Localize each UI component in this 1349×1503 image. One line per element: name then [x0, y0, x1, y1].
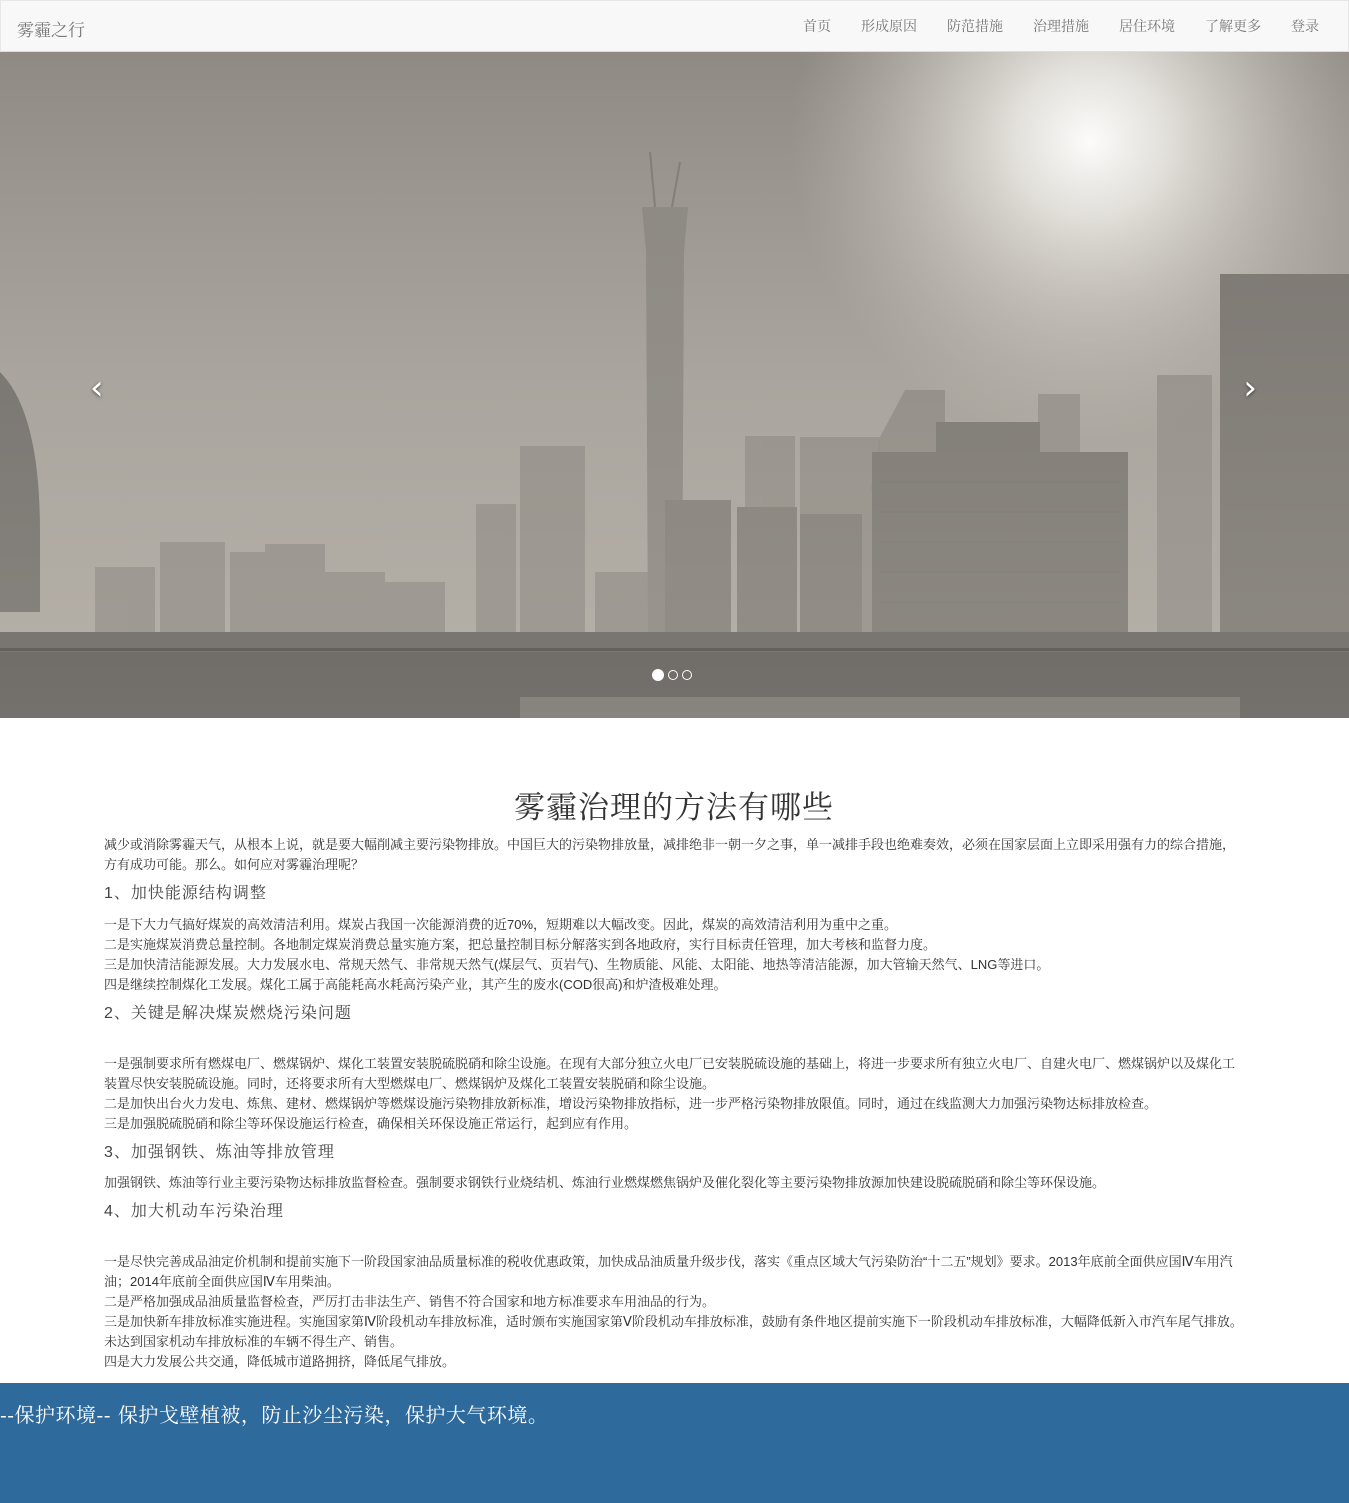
- nav-link-more[interactable]: 了解更多: [1205, 18, 1261, 34]
- section-1-line-3: 三是加快清洁能源发展。大力发展水电、常规天然气、非常规天然气(煤层气、页岩气)、生物质能、风能、太阳能、地热等清洁能源，加大管输天然气、LNG等进口。: [104, 957, 1050, 972]
- section-1-line-1: 一是下大力气搞好煤炭的高效清洁利用。煤炭占我国一次能源消费的近70%，短期难以大幅改变。因此，煤炭的高效清洁利用为重中之重。: [104, 917, 898, 932]
- section-1-line-2: 二是实施煤炭消费总量控制。各地制定煤炭消费总量实施方案，把总量控制目标分解落实到各地政府，实行目标责任管理，加大考核和监督力度。: [104, 937, 937, 952]
- section-4-line-4: 四是大力发展公共交通，降低城市道路拥挤，降低尾气排放。: [104, 1354, 456, 1369]
- nav-item-login: [1276, 1, 1334, 51]
- section-heading-4: 4、加大机动车污染治理: [104, 1203, 284, 1220]
- brand-link[interactable]: 雾霾之行: [17, 21, 85, 40]
- section-body-4: [104, 1252, 1244, 1372]
- carousel-indicator-1[interactable]: [652, 669, 664, 681]
- nav-item-home: [788, 1, 846, 51]
- hero-carousel: [0, 52, 1349, 718]
- section-body-2: [104, 1054, 1244, 1134]
- section-4-line-1: 一是尽快完善成品油定价机制和提前实施下一阶段国家油品质量标准的税收优惠政策，加快成品油质量升级步伐，落实《重点区域大气污染防治“十二五”规划》要求。2013年底前全面供应国Ⅳ车用汽油；2014年底前全面供应国Ⅳ车用柴油。: [104, 1254, 1233, 1289]
- article-content: [104, 782, 1244, 1372]
- nav-menu: [788, 1, 1334, 51]
- section-1-line-4: 四是继续控制煤化工发展。煤化工属于高能耗高水耗高污染产业，其产生的废水(COD很高)和炉渣极难处理。: [104, 977, 727, 992]
- section-heading-1: 1、加快能源结构调整: [104, 885, 267, 902]
- section-4-line-3: 三是加快新车排放标准实施进程。实施国家第Ⅳ阶段机动车排放标准，适时颁布实施国家第Ⅴ阶段机动车排放标准，鼓励有条件地区提前实施下一阶段机动车排放标准，大幅降低新入市汽车尾气排放。未达到国家机动车排放标准的车辆不得生产、销售。: [104, 1314, 1243, 1349]
- section-heading-2: 2、关键是解决煤炭燃烧污染问题: [104, 1005, 352, 1022]
- section-2-line-1: 一是强制要求所有燃煤电厂、燃煤锅炉、煤化工装置安装脱硫脱硝和除尘设施。在现有大部分独立火电厂已安装脱硫设施的基础上，将进一步要求所有独立火电厂、自建火电厂、燃煤锅炉以及煤化工装置尽快安装脱硫设施。同时，还将要求所有大型燃煤电厂、燃煤锅炉及煤化工装置安装脱硝和除尘设施。: [104, 1056, 1236, 1091]
- section-4-line-2: 二是严格加强成品油质量监督检查，严厉打击非法生产、销售不符合国家和地方标准要求车用油品的行为。: [104, 1294, 716, 1309]
- nav-link-living[interactable]: 居住环境: [1119, 18, 1175, 34]
- chevron-left-icon: ‹: [90, 368, 104, 408]
- nav-item-living: [1104, 1, 1190, 51]
- footer: [0, 1383, 1349, 1503]
- section-3-line-1: 加强钢铁、炼油等行业主要污染物达标排放监督检查。强制要求钢铁行业烧结机、炼油行业燃煤燃焦锅炉及催化裂化等主要污染物排放源加快建设脱硫脱硝和除尘等环保设施。: [104, 1175, 1106, 1190]
- chevron-right-icon: ›: [1243, 368, 1257, 408]
- section-body-3: [104, 1173, 1244, 1193]
- footer-slogan: --保护环境-- 保护戈壁植被，防止沙尘污染，保护大气环境。: [0, 1403, 549, 1427]
- nav-item-prevention: [932, 1, 1018, 51]
- nav-link-prevention[interactable]: 防范措施: [947, 18, 1003, 34]
- carousel-indicators: [652, 670, 692, 681]
- carousel-prev-control[interactable]: [0, 52, 200, 718]
- section-body-1: [104, 915, 1244, 995]
- smog-city-image: [0, 52, 1349, 718]
- section-2-line-2: 二是加快出台火力发电、炼焦、建材、燃煤锅炉等燃煤设施污染物排放新标准，增设污染物排放指标，进一步严格污染物排放限值。同时，通过在线监测大力加强污染物达标排放检查。: [104, 1096, 1158, 1111]
- nav-link-home[interactable]: 首页: [803, 18, 831, 34]
- nav-item-treatment: [1018, 1, 1104, 51]
- nav-link-causes[interactable]: 形成原因: [861, 18, 917, 34]
- section-2-line-3: 三是加强脱硫脱硝和除尘等环保设施运行检查，确保相关环保设施正常运行，起到应有作用。: [104, 1116, 638, 1131]
- carousel-indicator-3[interactable]: [682, 670, 692, 680]
- section-heading-3: 3、加强钢铁、炼油等排放管理: [104, 1144, 335, 1161]
- top-navbar: [0, 0, 1349, 52]
- page-title: 雾霾治理的方法有哪些: [514, 790, 834, 826]
- nav-item-more: [1190, 1, 1276, 51]
- carousel-next-control[interactable]: [1149, 52, 1349, 718]
- intro-paragraph: 减少或消除雾霾天气，从根本上说，就是要大幅削减主要污染物排放。中国巨大的污染物排放量，减排绝非一朝一夕之事，单一减排手段也绝难奏效，必须在国家层面上立即采用强有力的综合措施，方有成功可能。那么。如何应对雾霾治理呢？: [104, 837, 1236, 872]
- carousel-indicator-2[interactable]: [668, 670, 678, 680]
- nav-link-login[interactable]: 登录: [1291, 18, 1319, 34]
- nav-link-treatment[interactable]: 治理措施: [1033, 18, 1089, 34]
- nav-item-causes: [846, 1, 932, 51]
